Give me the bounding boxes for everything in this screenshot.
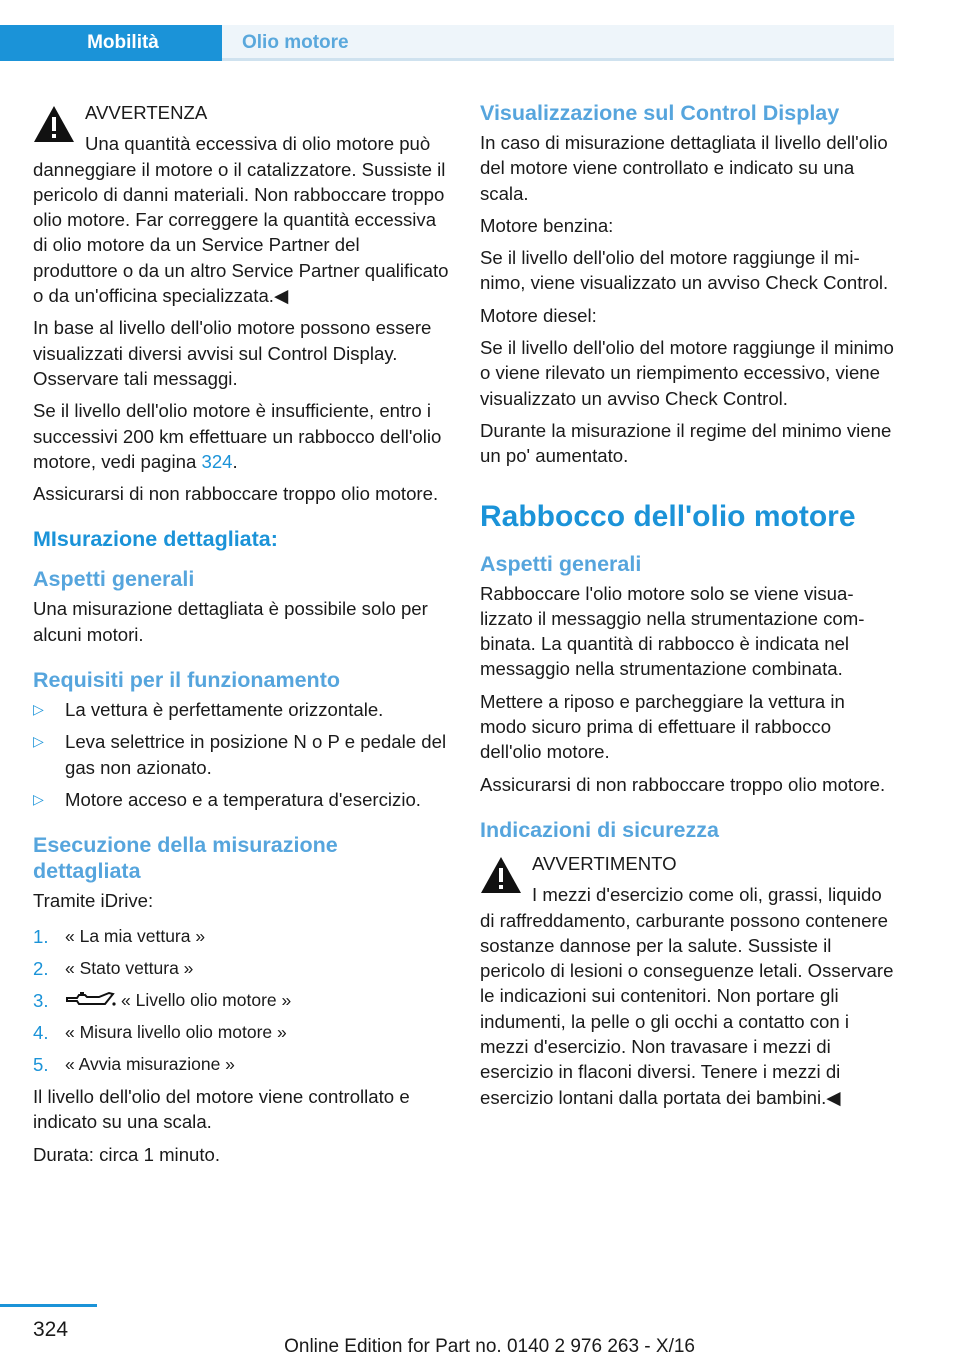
paragraph: Durata: circa 1 minuto. xyxy=(33,1143,221,1165)
warning-block xyxy=(480,851,896,1110)
left-column xyxy=(33,100,449,1174)
warning-body: Una quantità eccessiva di olio motore può danneggiare il motore o il catalizzatore. Sussiste il pericolo di danni materiali. Non rabboccare troppo olio motore. Far correggere la quantità eccessiva di olio motore da un Service Partner del produttore o da un altro Service Partner qualificato o da un'officina specializzata.◀ xyxy=(33,133,449,307)
page-number: 324 xyxy=(33,1318,69,1341)
bullet-triangle-icon: ▷ xyxy=(33,733,44,750)
heading-topup: Rabbocco dell'olio motore xyxy=(480,499,856,533)
paragraph: In caso di misurazione dettagliata il livello dell'olio del motore viene controllato e indicato su una scala. xyxy=(480,132,888,204)
page-link[interactable]: 324 xyxy=(201,450,233,472)
steps-list xyxy=(33,924,449,1078)
heading-control-display: Visualizzazione sul Control Display xyxy=(480,101,840,125)
heading-requirements: Requisiti per il funzionamento xyxy=(33,668,340,693)
paragraph: Il livello dell'olio del motore viene controllato e indicato su una scala. xyxy=(33,1086,410,1133)
list-item: 3. « Livello olio motore » xyxy=(33,989,292,1011)
tab-olio-motore[interactable]: Olio motore xyxy=(222,25,894,61)
right-column xyxy=(480,100,896,1117)
paragraph: Motore benzina: xyxy=(480,214,614,236)
heading-safety: Indicazioni di sicurezza xyxy=(480,817,719,842)
list-item: 2. « Stato vettura » xyxy=(33,957,194,979)
footer-edition: Online Edition for Part no. 0140 2 976 263 - X/16 xyxy=(284,1336,695,1357)
heading-general: Aspetti generali xyxy=(33,567,195,592)
warning-title: AVVERTIMENTO xyxy=(532,852,677,874)
paragraph: Se il livello dell'olio motore è insufficiente, entro i successivi 200 km effettuare un rabbocco dell'olio motore, vedi pagina 324. xyxy=(33,400,442,472)
warning-title: AVVERTENZA xyxy=(85,102,208,123)
paragraph: Mettere a riposo e parcheggiare la vettura in modo sicuro prima di effettuare il rabbocco dell'olio motore. xyxy=(480,690,845,763)
bullet-triangle-icon: ▷ xyxy=(33,701,44,718)
tab-mobilita[interactable]: Mobilità xyxy=(0,25,222,61)
paragraph: Una misurazione dettagliata è possibile solo per alcuni motori. xyxy=(33,598,428,645)
paragraph: In base al livello dell'olio motore possono essere visualizzati diversi avvisi sul Control Display. Osservare tali messaggi. xyxy=(33,317,432,389)
bullet-triangle-icon: ▷ xyxy=(33,790,44,807)
header-tabs xyxy=(0,25,894,61)
list-item: ▷ La vettura è perfettamente orizzontale. xyxy=(33,697,449,722)
paragraph: Durante la misurazione il regime del minimo viene un po' aumentato. xyxy=(480,419,892,467)
heading-general: Aspetti generali xyxy=(480,551,642,576)
warning-triangle-icon xyxy=(480,856,522,894)
paragraph: Assicurarsi di non rabboccare troppo olio motore. xyxy=(480,773,886,795)
paragraph: Se il livello dell'olio del motore raggiunge il minimo, viene visualizzato un avviso Check Control. xyxy=(480,247,889,294)
list-item: ▷ Motore acceso e a temperatura d'esercizio. xyxy=(33,787,449,812)
paragraph: Assicurarsi di non rabboccare troppo olio motore. xyxy=(33,483,439,505)
heading-measurement: MIsurazione dettagliata: xyxy=(33,527,278,552)
paragraph: Se il livello dell'olio del motore raggiunge il minimo o viene rilevato un riempimento eccessivo, viene visualizzato un avviso Check Control. xyxy=(480,337,894,409)
oil-can-icon xyxy=(65,990,117,1008)
warning-triangle-icon xyxy=(33,105,75,143)
heading-execution: Esecuzione della misurazione dettagliata xyxy=(33,833,338,884)
list-item: ▷ Leva selettrice in posizione N o P e pedale del gas non azionato. xyxy=(33,731,447,778)
paragraph: Tramite iDrive: xyxy=(33,890,154,912)
list-item: 1. « La mia vettura » xyxy=(33,925,206,947)
list-item: 4. « Misura livello olio motore » xyxy=(33,1021,287,1043)
warning-block xyxy=(33,100,449,308)
paragraph: Rabboccare l'olio motore solo se viene visualizzato il messaggio nella strumentazione combinata. La quantità di rabbocco è indicata nel messaggio nella strumentazione combinata. xyxy=(480,582,865,680)
footer-rule xyxy=(0,1304,97,1307)
paragraph: Motore diesel: xyxy=(480,304,597,326)
list-item: 5. « Avvia misurazione » xyxy=(33,1053,235,1075)
requirements-list xyxy=(33,697,449,812)
warning-body: I mezzi d'esercizio come oli, grassi, liquido di raffreddamento, carburante possono contenere sostanze dannose per la salute. Sussiste il pericolo di lesioni o conseguenze letali. Osservare le indicazioni sui contenitori. Non portare gli indumenti, la pelle o gli occhi a contatto con i mezzi d'esercizio. Non travasare i mezzi di esercizio in flaconi diversi. Tenere i mezzi di esercizio lontani dalla portata dei bambini.◀ xyxy=(480,884,894,1108)
